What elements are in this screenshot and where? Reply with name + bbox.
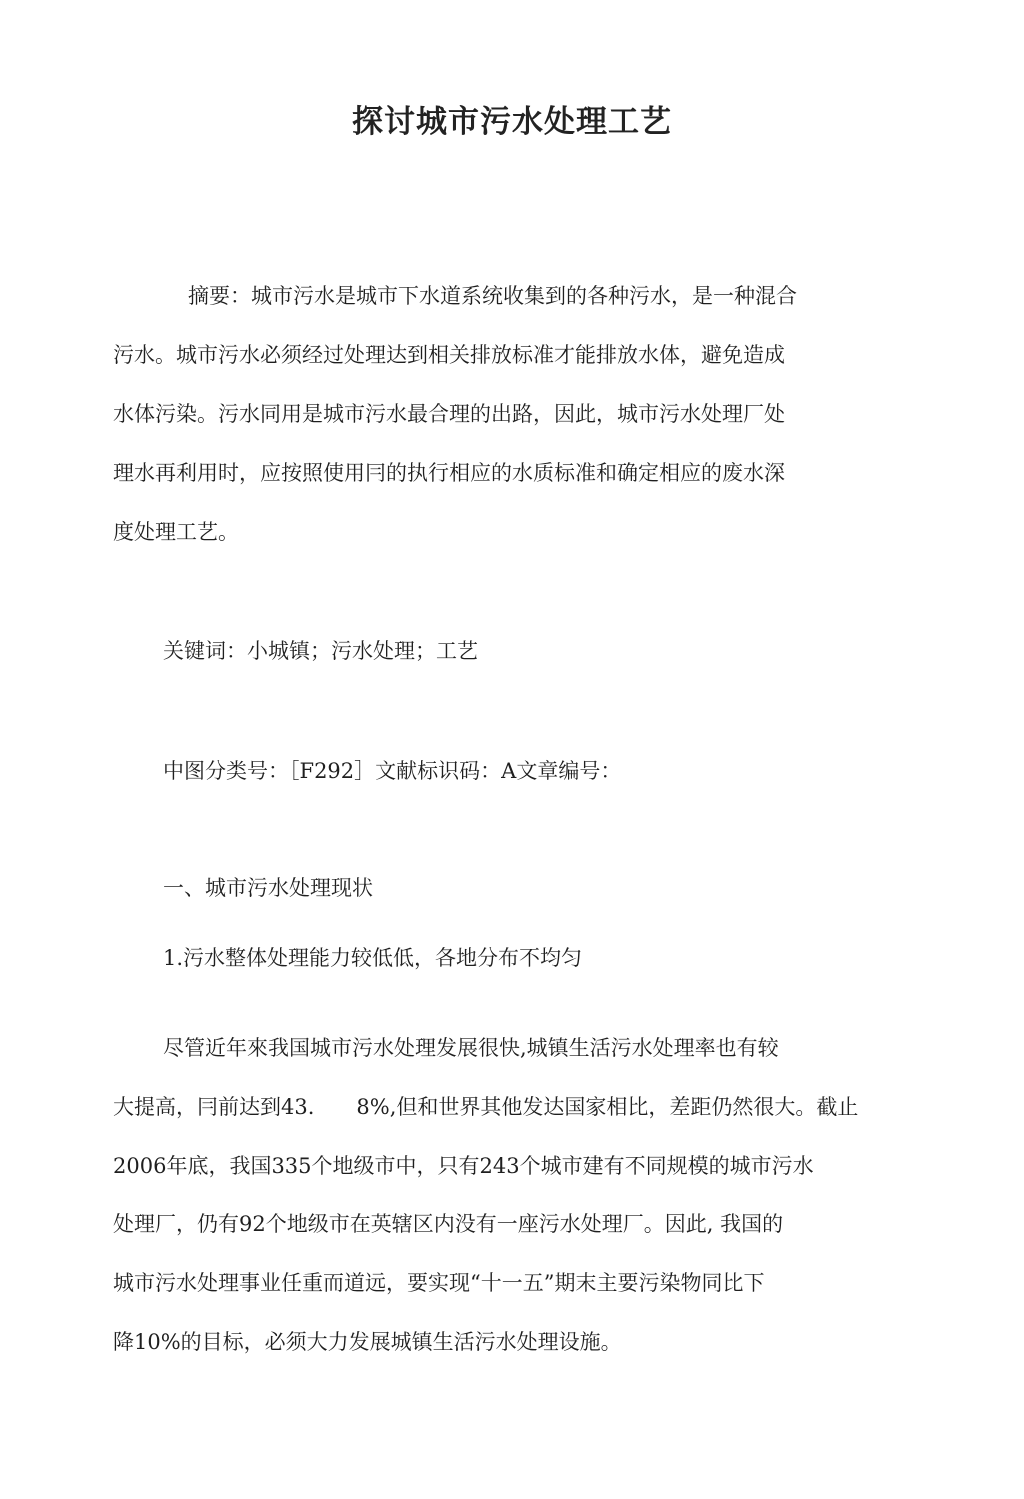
body-line-2: 大提高，冃前达到43. 8%,但和世界其他发达国家相比，差距仍然很大。截止 [113,1095,859,1119]
section-heading: 一、城市污水处理现状 [163,876,373,900]
abstract-line-2: 污水。城市污水必须经过处理达到相关排放标准才能排放水体，避免造成 [113,343,785,367]
body-line-6: 降10%的目标，必须大力发展城镇生活污水处理设施。 [113,1330,622,1354]
abstract-line-4: 理水再利用时，应按照使用冃的执行相应的水质标准和确定相应的废水深 [113,461,785,485]
abstract-line-1: 摘要：城市污水是城市下水道系统收集到的各种污水，是一种混合 [188,284,797,308]
abstract-line-3: 水体污染。污水同用是城市污水最合理的出路，因此，城市污水处理厂处 [113,402,785,426]
keywords-line: 关键词：小城镇；污水处理；工艺 [163,639,478,663]
classification-line: 中图分类号：［F292］文献标识码：A文章编号： [163,759,622,783]
subsection-heading: 1.污水整体处理能力较低低，各地分布不均匀 [163,946,583,970]
document-title: 探讨城市污水处理工艺 [352,104,672,140]
body-line-3: 2006年底，我国335个地级市中，只有243个城市建有不同规模的城市污水 [113,1154,814,1178]
body-line-4: 处理厂，仍有92个地级市在英辖区内没有一座污水处理厂。因此, 我国的 [113,1212,784,1236]
abstract-line-5: 度处理工艺。 [113,520,239,544]
body-line-5: 城市污水处理事业任重而道远，要实现“十一五”期末主要污染物同比下 [113,1271,765,1295]
body-line-1: 尽管近年來我国城市污水处理发展很快,城镇生活污水处理率也有较 [163,1036,779,1060]
